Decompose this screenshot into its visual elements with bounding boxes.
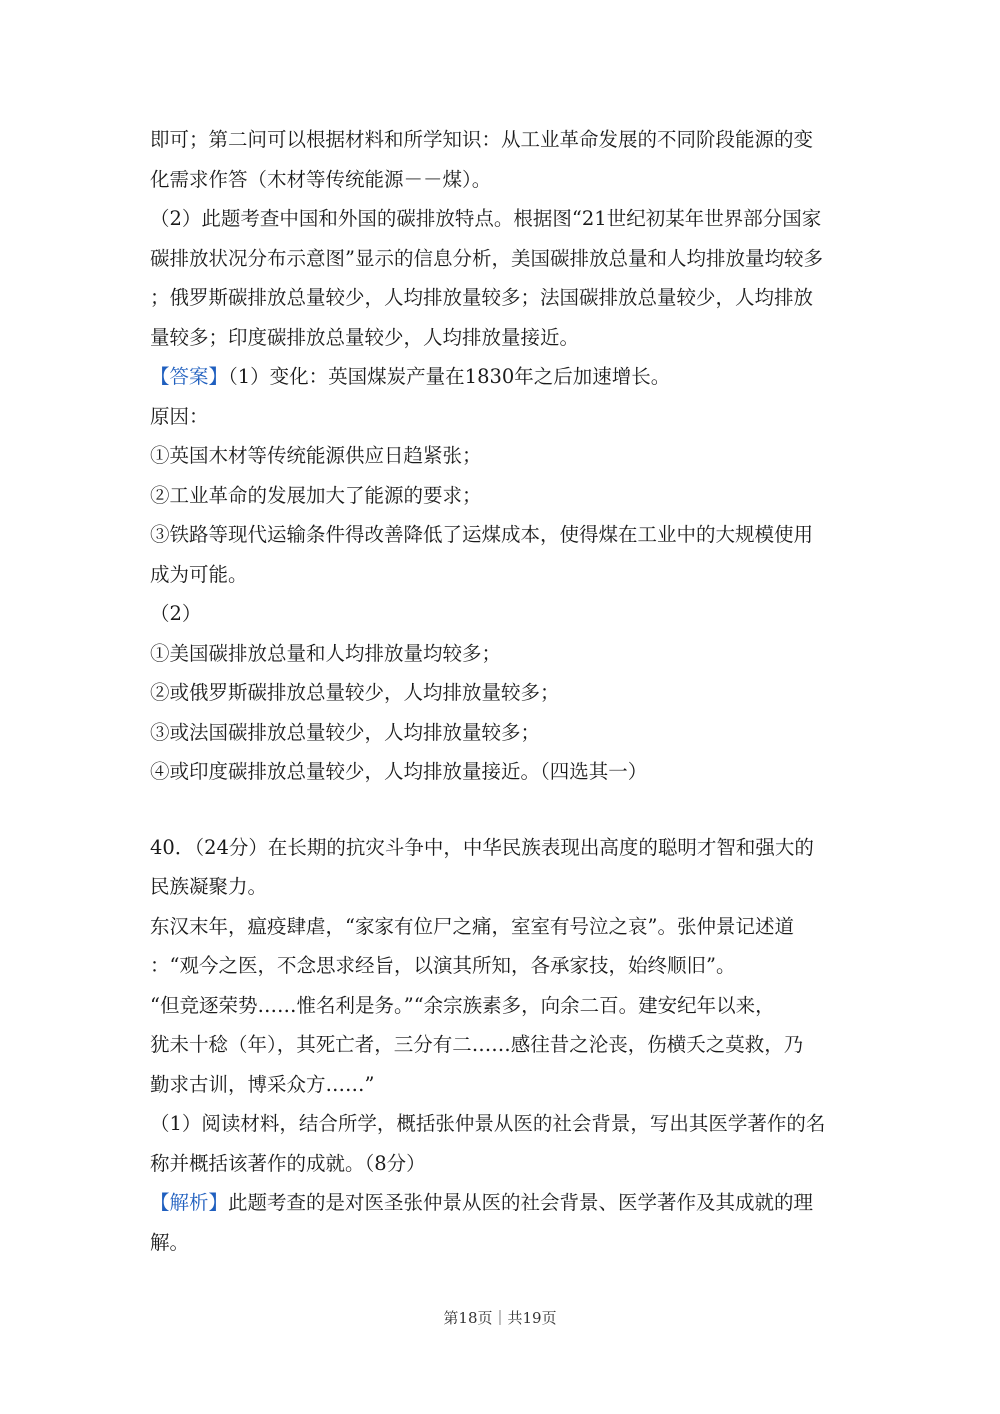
- page-content: [150, 120, 850, 1262]
- answer-first-line: [150, 357, 850, 397]
- text-line: 原因：: [150, 404, 209, 428]
- text-line: ③或法国碳排放总量较少，人均排放量较多；: [150, 720, 541, 744]
- answer-section: [150, 357, 850, 792]
- analysis-first-line: [150, 1183, 850, 1223]
- page-footer: 第18页｜共19页: [443, 1309, 557, 1327]
- text-line: 化需求作答（木材等传统能源－－煤）。: [150, 167, 492, 191]
- text-line: 犹未十稔（年），其死亡者，三分有二……感往昔之沦丧，伤横夭之莫救，乃: [150, 1033, 804, 1056]
- text-line: 称并概括该著作的成就。（8分）: [150, 1151, 426, 1175]
- text-line: ：“观今之医，不念思求经旨，以演其所知，各承家技，始终顺旧”。: [150, 954, 736, 977]
- analysis-text: 此题考查的是对医圣张仲景从医的社会背景、医学著作及其成就的理: [228, 1191, 814, 1214]
- text-line: ③铁路等现代运输条件得改善降低了运煤成本，使得煤在工业中的大规模使用: [150, 523, 814, 546]
- text-line: 碳排放状况分布示意图”显示的信息分析，美国碳排放总量和人均排放量均较多: [150, 246, 823, 270]
- text-line: ；俄罗斯碳排放总量较少，人均排放量较多；法国碳排放总量较少，人均排放: [150, 286, 814, 309]
- answer-text: （1）变化：英国煤炭产量在1830年之后加速增长。: [228, 365, 671, 388]
- text-line: 东汉末年，瘟疫肆虐，“家家有位尸之痛，室室有号泣之哀”。张仲景记述道: [150, 914, 794, 938]
- text-line: ②工业革命的发展加大了能源的要求；: [150, 483, 482, 507]
- text-line: ②或俄罗斯碳排放总量较少，人均排放量较多；: [150, 681, 560, 704]
- text-line: 40．（24分）在长期的抗灾斗争中，中华民族表现出高度的聪明才智和强大的: [150, 835, 814, 859]
- text-line: 成为可能。: [150, 562, 248, 586]
- explanation-continued: [150, 120, 850, 357]
- text-line: ④或印度碳排放总量较少，人均排放量接近。（四选其一）: [150, 760, 648, 783]
- text-line: 民族凝聚力。: [150, 875, 268, 898]
- text-line: ①英国木材等传统能源供应日趋紧张；: [150, 444, 482, 467]
- text-line: 勤求古训，博采众方……”: [150, 1072, 375, 1096]
- text-line: “但竞逐荣势……惟名利是务。”“余宗族素多，向余二百。建安纪年以来，: [150, 993, 775, 1017]
- text-line: （1）阅读材料，结合所学，概括张仲景从医的社会背景，写出其医学著作的名: [150, 1112, 826, 1135]
- text-line: 即可；第二问可以根据材料和所学知识：从工业革命发展的不同阶段能源的变: [150, 128, 814, 151]
- analysis-tag: 【解析】: [150, 1191, 229, 1214]
- text-line: 量较多；印度碳排放总量较少，人均排放量接近。: [150, 325, 580, 349]
- text-line: （2）: [150, 602, 202, 625]
- text-line: 解。: [150, 1230, 190, 1254]
- text-line: （2）此题考查中国和外国的碳排放特点。根据图“21世纪初某年世界部分国家: [150, 207, 822, 230]
- answer-tag: 【答案】: [150, 365, 229, 388]
- analysis-section: [150, 1183, 850, 1262]
- section-gap: [150, 792, 850, 828]
- text-line: ①美国碳排放总量和人均排放量均较多；: [150, 641, 502, 665]
- question-40: [150, 828, 850, 1184]
